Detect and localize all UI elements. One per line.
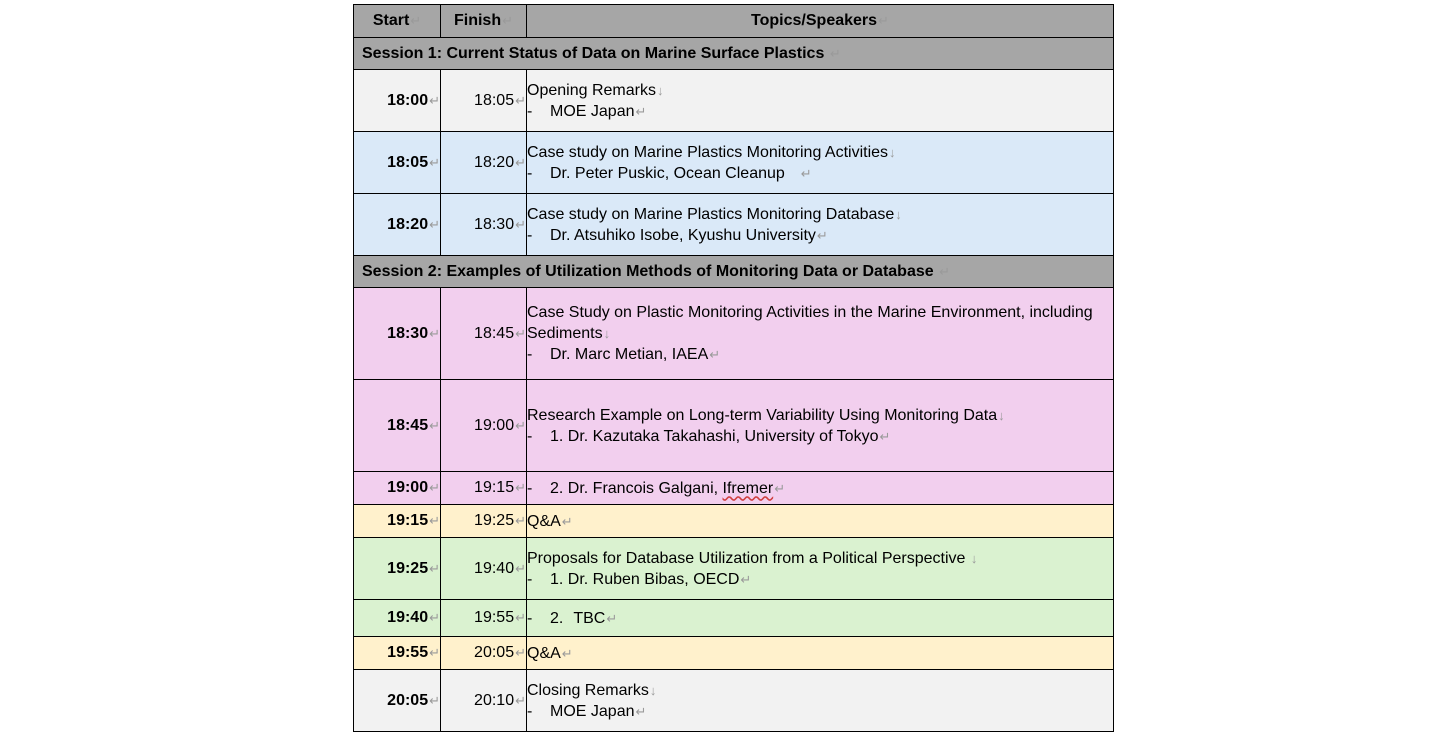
session-row [354, 256, 1114, 288]
agenda-row [354, 472, 1114, 505]
finish-time: 18:45↵ [441, 288, 527, 380]
agenda-row [354, 132, 1114, 194]
topic-cell [527, 70, 1114, 132]
speaker-line: - Dr. Atsuhiko Isobe, Kyushu University↵ [527, 226, 828, 244]
topic-title: Q&A↵ [527, 644, 573, 662]
finish-time: 19:15↵ [441, 472, 527, 505]
speaker-line: - MOE Japan↵ [527, 702, 647, 720]
start-time: 20:05↵ [354, 670, 441, 732]
start-time: 18:05↵ [354, 132, 441, 194]
speaker-line: - Dr. Peter Puskic, Ocean Cleanup ↵ [527, 164, 812, 182]
header-topics-label: Topics/Speakers [751, 12, 878, 29]
topic-title: Case study on Marine Plastics Monitoring Database↓ [527, 205, 902, 223]
speaker-line: - Dr. Marc Metian, IAEA↵ [527, 346, 721, 363]
agenda-row [354, 670, 1114, 732]
header-start: Start↵ [354, 5, 441, 38]
finish-time: 19:55↵ [441, 600, 527, 637]
finish-time: 20:10↵ [441, 670, 527, 732]
session-title: Session 1: Current Status of Data on Marine Surface Plastics ↵ [354, 38, 1114, 70]
agenda-row [354, 380, 1114, 472]
speaker-line: - 1. Dr. Ruben Bibas, OECD↵ [527, 570, 752, 588]
topic-title: Opening Remarks↓ [527, 81, 664, 99]
agenda-row [354, 505, 1114, 538]
topic-title: Q&A↵ [527, 512, 573, 530]
start-time: 19:40↵ [354, 600, 441, 637]
finish-time: 19:25↵ [441, 505, 527, 538]
finish-time: 19:00↵ [441, 380, 527, 472]
agenda-row [354, 70, 1114, 132]
start-time: 18:20↵ [354, 194, 441, 256]
header-finish: Finish↵ [441, 5, 527, 38]
start-time: 19:15↵ [354, 505, 441, 538]
agenda-row [354, 637, 1114, 670]
topic-title: Case Study on Plastic Monitoring Activities in the Marine Environment, including Sediments↓ [527, 304, 1093, 342]
header-start-label: Start [372, 12, 410, 29]
finish-time: 18:20↵ [441, 132, 527, 194]
speaker-line: - MOE Japan↵ [527, 102, 647, 120]
start-time: 19:25↵ [354, 538, 441, 600]
topic-title: Research Example on Long-term Variability Using Monitoring Data↓ [527, 406, 1005, 424]
spellcheck-word: Ifremer [722, 479, 774, 497]
topic-cell [527, 505, 1114, 538]
finish-time: 18:30↵ [441, 194, 527, 256]
speaker-line: - 1. Dr. Kazutaka Takahashi, University of Tokyo↵ [527, 427, 891, 445]
agenda-row [354, 194, 1114, 256]
topic-cell [527, 132, 1114, 194]
topic-cell [527, 637, 1114, 670]
agenda-table [353, 4, 1114, 732]
header-finish-label: Finish [453, 12, 502, 29]
start-time: 18:00↵ [354, 70, 441, 132]
finish-time: 19:40↵ [441, 538, 527, 600]
topic-cell [527, 472, 1114, 505]
agenda-row [354, 288, 1114, 380]
start-time: 19:55↵ [354, 637, 441, 670]
topic-cell [527, 288, 1114, 380]
agenda-row [354, 600, 1114, 637]
start-time: 18:45↵ [354, 380, 441, 472]
speaker-line: - 2. Dr. Francois Galgani, Ifremer↵ [527, 479, 786, 497]
topic-title: Proposals for Database Utilization from a Political Perspective ↓ [527, 549, 978, 567]
session-row [354, 38, 1114, 70]
topic-cell [527, 538, 1114, 600]
finish-time: 18:05↵ [441, 70, 527, 132]
topic-title: Case study on Marine Plastics Monitoring Activities↓ [527, 143, 896, 161]
finish-time: 20:05↵ [441, 637, 527, 670]
topic-cell [527, 380, 1114, 472]
topic-title: Closing Remarks↓ [527, 681, 657, 699]
topic-cell [527, 194, 1114, 256]
start-time: 18:30↵ [354, 288, 441, 380]
session-title: Session 2: Examples of Utilization Methods of Monitoring Data or Database ↵ [354, 256, 1114, 288]
agenda-row [354, 538, 1114, 600]
topic-cell [527, 600, 1114, 637]
start-time: 19:00↵ [354, 472, 441, 505]
header-topics: Topics/Speakers↵ [527, 5, 1114, 38]
topic-cell [527, 670, 1114, 732]
header-row [354, 5, 1114, 38]
speaker-line: - 2. TBC↵ [527, 609, 618, 627]
